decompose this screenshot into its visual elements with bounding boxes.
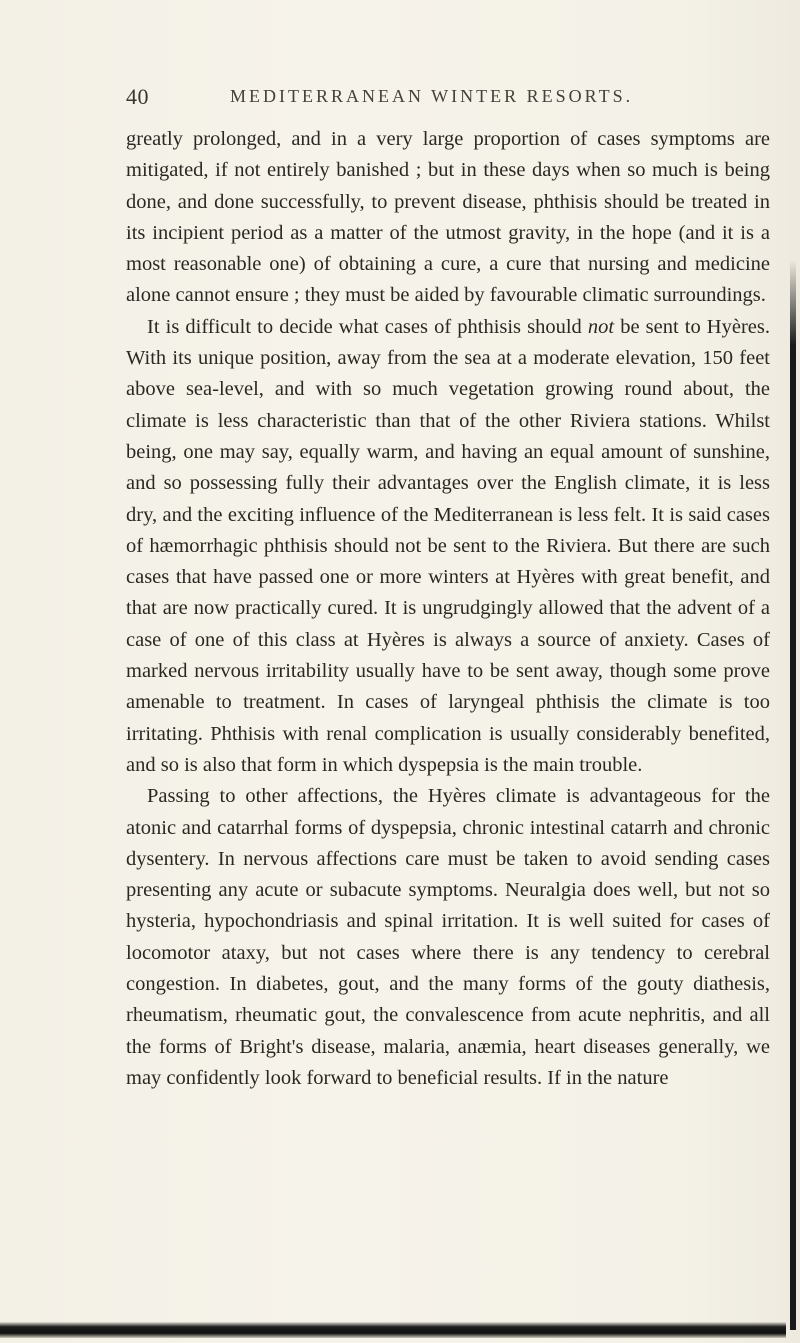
paragraph-text: It is difficult to decide what cases of phthisis should: [147, 315, 588, 338]
paragraph-other-affections: Passing to other affections, the Hyères climate is advantageous for the atonic and catarrhal forms of dyspepsia, chronic intestinal catarrh and chronic dysentery. In nervous affections care must be taken to avoid sending cases presenting any acute or subacute symptoms. Neuralgia does well, but not so hysteria, hypochondriasis and spinal irritation. It is well suited for cases of locomotor ataxy, but not cases where there is any tendency to cerebral congestion. In diabetes, gout, and the many forms of the gouty diathesis, rheumatism, rheumatic gout, the convalescence from acute nephritis, and all the forms of Bright's disease, malaria, anæmia, heart diseases generally, we may confidently look forward to beneficial results. If in the nature: [126, 785, 770, 1089]
page-header: [126, 84, 686, 114]
page-edge-shadow: [790, 260, 796, 1330]
paragraph-phthisis-cases: [126, 312, 770, 781]
emphasis-not: not: [587, 315, 615, 338]
page-number: 40: [126, 84, 149, 109]
bottom-edge-shadow: [0, 1322, 786, 1338]
paragraph-continued: greatly prolonged, and in a very large proportion of cases symptoms are mitigated, if not entirely banished ; but in these days when so much is being done, and done successfully, to prevent disease, phthisis should be treated in its incipient period as a matter of the utmost gravity, in the hope (and it is a most reasonable one) of obtaining a cure, a cure that nursing and medicine alone cannot ensure ; they must be aided by favourable climatic surroundings.: [126, 128, 770, 307]
running-head: MEDITERRANEAN WINTER RESORTS.: [230, 86, 634, 106]
body-text: [126, 124, 770, 1094]
paragraph-text: be sent to Hyères. With its unique position, away from the sea at a moderate elevation, 150 feet above sea-level, and with so much vegetation growing round about, the climate is less characteristic than that of the other Riviera stations. Whilst being, one may say, equally warm, and having an equal amount of sunshine, and so possessing fully their advantages over the English climate, it is less dry, and the exciting influence of the Mediterranean is less felt. It is said cases of hæmorrhagic phthisis should not be sent to the Riviera. But there are such cases that have passed one or more winters at Hyères with great benefit, and that are now practically cured. It is ungrudgingly allowed that the advent of a case of one of this class at Hyères is always a source of anxiety. Cases of marked nervous irritability usually have to be sent away, though some prove amenable to treatment. In cases of laryngeal phthisis the climate is too irritating. Phthisis with renal complication is usually considerably benefited, and so is also that form in which dyspepsia is the main trouble.: [126, 315, 770, 776]
